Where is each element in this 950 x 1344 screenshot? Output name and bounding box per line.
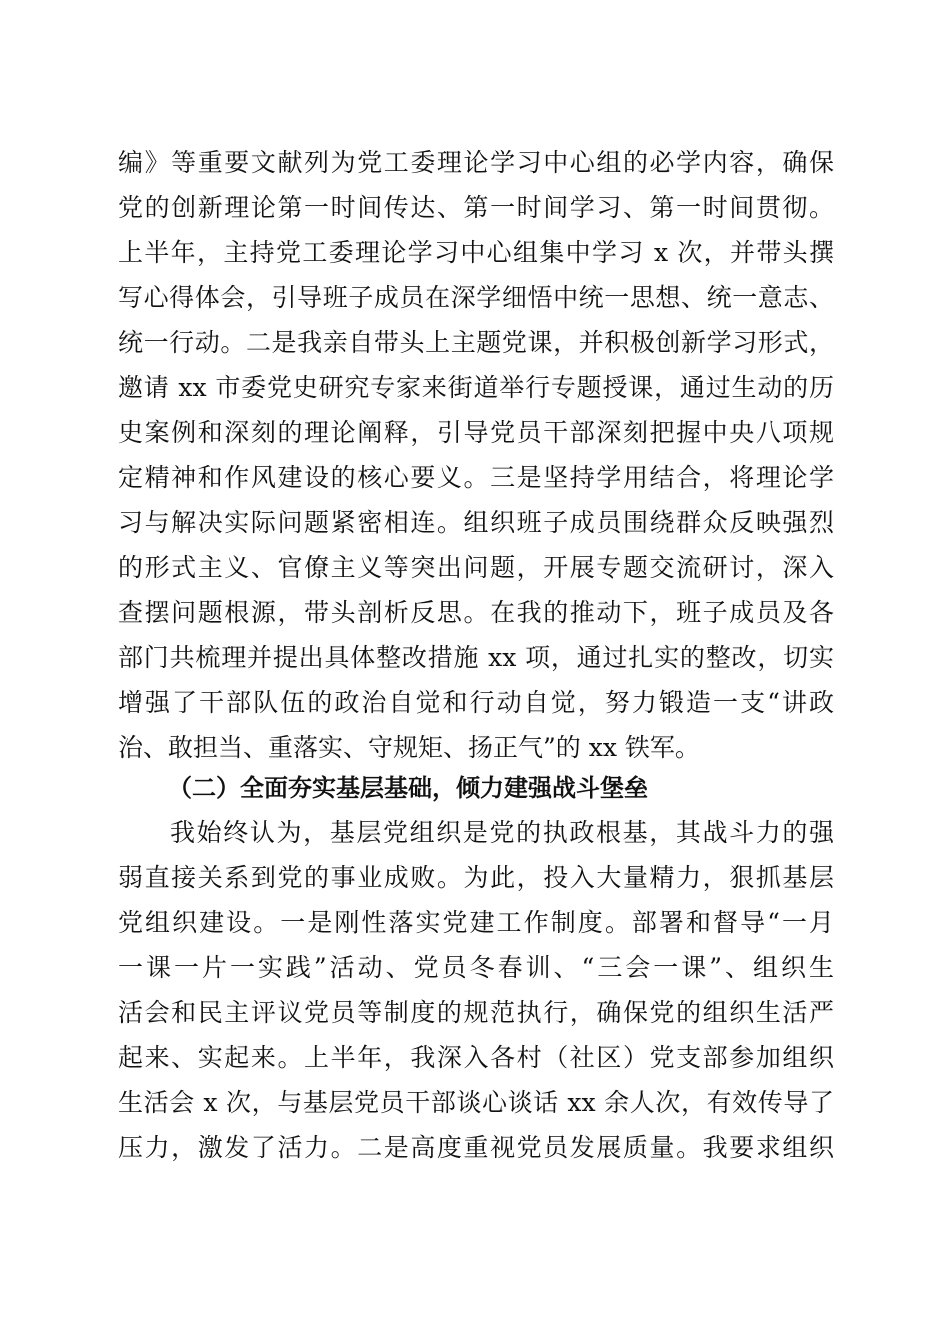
text-line: 部门共梳理并提出具体整改措施 xx 项，通过扎实的整改，切实 xyxy=(118,643,834,672)
text-line: 我始终认为，基层党组织是党的执政根基，其战斗力的强 xyxy=(170,818,834,847)
text-line: 习与解决实际问题紧密相连。组织班子成员围绕群众反映强烈 xyxy=(118,508,834,537)
text-line: 增强了干部队伍的政治自觉和行动自觉，努力锻造一支“讲政 xyxy=(118,688,834,717)
text-line: 定精神和作风建设的核心要义。三是坚持学用结合，将理论学 xyxy=(118,463,834,492)
text-line: 统一行动。二是我亲自带头上主题党课，并积极创新学习形式， xyxy=(118,328,834,357)
text-line: 压力，激发了活力。二是高度重视党员发展质量。我要求组织 xyxy=(118,1133,834,1162)
text-line: 上半年，主持党工委理论学习中心组集中学习 x 次，并带头撰 xyxy=(118,238,834,267)
text-line: 生活会 x 次，与基层党员干部谈心谈话 xx 余人次，有效传导了 xyxy=(118,1088,834,1117)
text-line: 治、敢担当、重落实、守规矩、扬正气”的 xx 铁军。 xyxy=(118,733,700,762)
text-line: 写心得体会，引导班子成员在深学细悟中统一思想、统一意志、 xyxy=(118,283,834,312)
text-line: 邀请 xx 市委党史研究专家来街道举行专题授课，通过生动的历 xyxy=(118,373,834,402)
text-line: 起来、实起来。上半年，我深入各村（社区）党支部参加组织 xyxy=(118,1043,834,1072)
text-line: 查摆问题根源，带头剖析反思。在我的推动下，班子成员及各 xyxy=(118,598,834,627)
text-line: 的形式主义、官僚主义等突出问题，开展专题交流研讨，深入 xyxy=(118,553,834,582)
section-heading: （二）全面夯实基层基础，倾力建强战斗堡垒 xyxy=(168,774,648,802)
text-line: 活会和民主评议党员等制度的规范执行，确保党的组织生活严 xyxy=(118,998,834,1027)
text-line: 弱直接关系到党的事业成败。为此，投入大量精力，狠抓基层 xyxy=(118,863,834,892)
text-line: 党的创新理论第一时间传达、第一时间学习、第一时间贯彻。 xyxy=(118,193,834,222)
text-line: 史案例和深刻的理论阐释，引导党员干部深刻把握中央八项规 xyxy=(118,418,834,447)
text-line: 党组织建设。一是刚性落实党建工作制度。部署和督导“一月 xyxy=(118,908,834,937)
text-line: 编》等重要文献列为党工委理论学习中心组的必学内容，确保 xyxy=(118,148,834,177)
text-line: 一课一片一实践”活动、党员冬春训、“三会一课”、组织生 xyxy=(118,953,834,982)
